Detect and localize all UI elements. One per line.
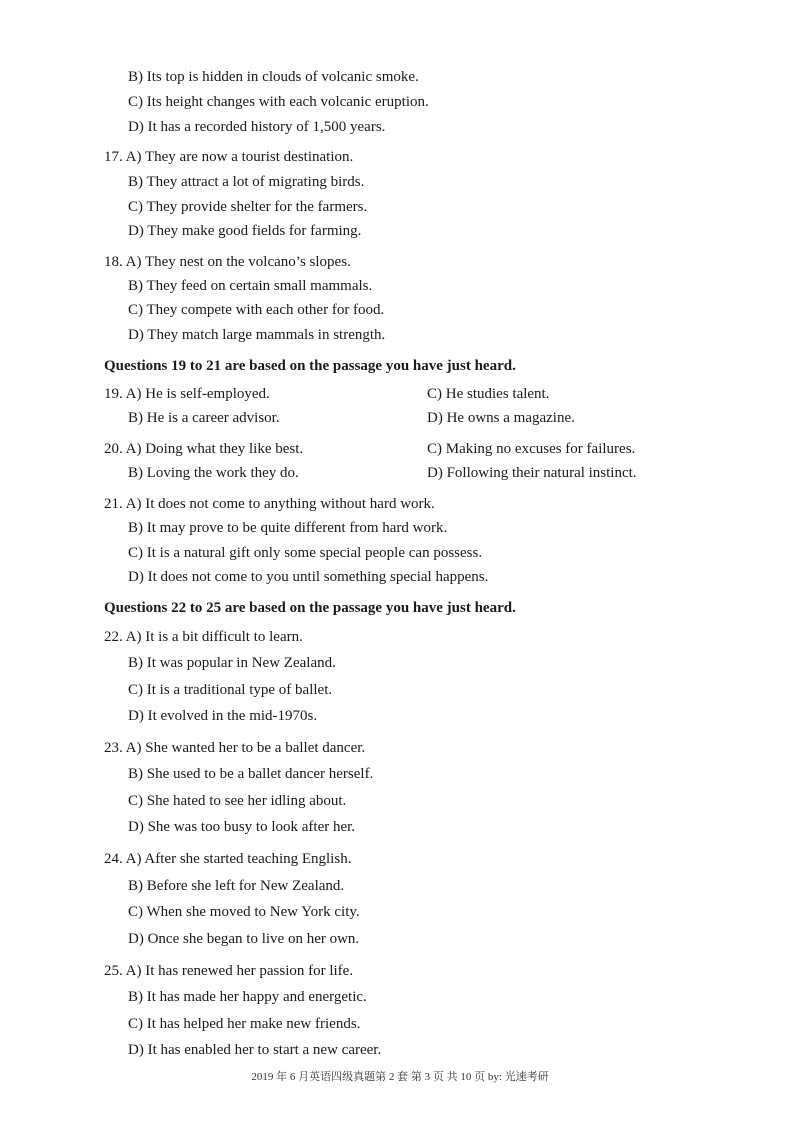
q21-option-d: D) It does not come to you until something special happens. bbox=[128, 569, 489, 585]
q16-option-c: C) Its height changes with each volcanic eruption. bbox=[128, 94, 429, 110]
q25-option-a: 25. A) It has renewed her passion for life. bbox=[104, 963, 354, 979]
q18-option-a: 18. A) They nest on the volcano’s slopes. bbox=[104, 254, 351, 270]
q25-option-d: D) It has enabled her to start a new career. bbox=[128, 1042, 382, 1058]
q16-option-b: B) Its top is hidden in clouds of volcanic smoke. bbox=[128, 69, 419, 85]
q23-option-d: D) She was too busy to look after her. bbox=[128, 819, 356, 835]
q20-option-d: D) Following their natural instinct. bbox=[427, 465, 637, 481]
q25-option-c: C) It has helped her make new friends. bbox=[128, 1016, 361, 1032]
q23-option-a: 23. A) She wanted her to be a ballet dancer. bbox=[104, 740, 366, 756]
q18-option-d: D) They match large mammals in strength. bbox=[128, 327, 386, 343]
q17-option-b: B) They attract a lot of migrating birds. bbox=[128, 174, 365, 190]
q19-option-a: 19. A) He is self-employed. bbox=[104, 386, 270, 402]
q23-option-b: B) She used to be a ballet dancer herself. bbox=[128, 766, 374, 782]
q24-option-a: 24. A) After she started teaching English. bbox=[104, 851, 352, 867]
q20-option-b: B) Loving the work they do. bbox=[128, 465, 299, 481]
q19-option-b: B) He is a career advisor. bbox=[128, 410, 280, 426]
q19-option-c: C) He studies talent. bbox=[427, 386, 550, 402]
q21-option-b: B) It may prove to be quite different from hard work. bbox=[128, 520, 448, 536]
q22-option-a: 22. A) It is a bit difficult to learn. bbox=[104, 629, 303, 645]
q24-option-d: D) Once she began to live on her own. bbox=[128, 931, 360, 947]
q20-option-a: 20. A) Doing what they like best. bbox=[104, 441, 304, 457]
section-heading-22-25: Questions 22 to 25 are based on the passage you have just heard. bbox=[104, 600, 516, 616]
q22-option-b: B) It was popular in New Zealand. bbox=[128, 655, 336, 671]
q24-option-c: C) When she moved to New York city. bbox=[128, 904, 360, 920]
q17-option-a: 17. A) They are now a tourist destination. bbox=[104, 149, 354, 165]
section-heading-19-21: Questions 19 to 21 are based on the passage you have just heard. bbox=[104, 358, 516, 374]
q18-option-c: C) They compete with each other for food. bbox=[128, 302, 385, 318]
q18-option-b: B) They feed on certain small mammals. bbox=[128, 278, 373, 294]
q21-option-c: C) It is a natural gift only some special people can possess. bbox=[128, 545, 483, 561]
q21-option-a: 21. A) It does not come to anything without hard work. bbox=[104, 496, 435, 512]
q16-option-d: D) It has a recorded history of 1,500 years. bbox=[128, 119, 386, 135]
q24-option-b: B) Before she left for New Zealand. bbox=[128, 878, 345, 894]
q17-option-d: D) They make good fields for farming. bbox=[128, 223, 362, 239]
q17-option-c: C) They provide shelter for the farmers. bbox=[128, 199, 368, 215]
q22-option-d: D) It evolved in the mid-1970s. bbox=[128, 708, 318, 724]
q23-option-c: C) She hated to see her idling about. bbox=[128, 793, 347, 809]
page-footer: 2019 年 6 月英语四级真题第 2 套 第 3 页 共 10 页 by: 光速考研 bbox=[251, 1071, 549, 1083]
q22-option-c: C) It is a traditional type of ballet. bbox=[128, 682, 333, 698]
q20-option-c: C) Making no excuses for failures. bbox=[427, 441, 636, 457]
q25-option-b: B) It has made her happy and energetic. bbox=[128, 989, 367, 1005]
q19-option-d: D) He owns a magazine. bbox=[427, 410, 575, 426]
